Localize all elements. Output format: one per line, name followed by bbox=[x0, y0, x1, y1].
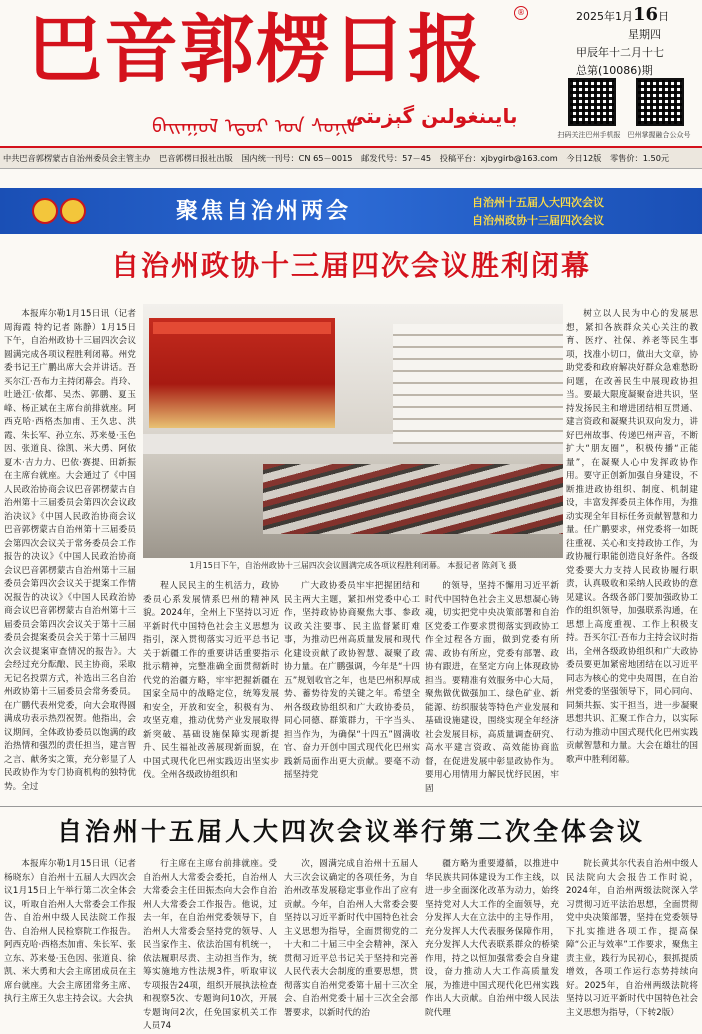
registered-mark: ® bbox=[514, 6, 528, 20]
banner-title: 聚焦自治州两会 bbox=[176, 198, 352, 224]
date-block bbox=[576, 6, 700, 80]
lunar-date: 甲辰年十二月十七 bbox=[576, 46, 664, 59]
article2-col1 bbox=[4, 858, 136, 1022]
photo-seats bbox=[263, 464, 563, 534]
banner-sub-npc: 自治州十五届人大四次会议 bbox=[472, 196, 604, 209]
article1-col4 bbox=[425, 580, 559, 804]
article1-col3-text: 广大政协委员牢牢把握团结和民主两大主题，紧扣州党委中心工作，坚持政协协商聚焦大事、参政议政关注要事、民主监督紧盯难事，为推动巴州高质量发展和现代化建设贡献了政协智慧、凝聚了政协力量。在广鹏强调，今年是“十四五”规划收官之年，也是巴州积厚成势、蓄势待发的关键之年。希望全州各级政协组织和广大政协委员，同心同德、群策群力，干字当头、担当作为，为确保“十四五”圆满收官、奋力开创中国式现代化巴州实践新局面作出更大贡献。要毫不动摇坚持党 bbox=[284, 581, 420, 780]
article2-col5-text: 院长黄其尔代表自治州中级人民法院向大会报告工作时说，2024年，自治州两级法院深入学习贯彻习近平法治思想，全面贯彻党中央决策部署，坚持在党委领导下扎实推进各项工作，提高保障“公正与效率”工作要求，聚焦主责主业，践行为民初心，狠抓提质增效，各项工作运行态势持续向好。2025年，自治州两级法院将坚持以习近平新时代中国特色社会主义思想为指导，（下转2版） bbox=[566, 859, 698, 1018]
article1-col4-text: 的领导，坚持不懈用习近平新时代中国特色社会主义思想凝心铸魂，切实把党中央决策部署和自治区党委工作要求贯彻落实到政协工作全过程各方面，做到党委有所需、政协有所应，党委有部署、政协有跟进，在坚定方向上体现政协担当。要精准有效服务中心大局，聚焦做优做强加工、绿色矿业、新能源、纺织服装等特色产业发展和基础设施建设，围绕实现全年经济社会发展目标，高质量调查研究、高水平建言资政、高效能协商监督，在促进发展中彰显政协作为。要用心用情用力解民忧纾民困，牢固 bbox=[425, 581, 559, 794]
date-day-suffix: 日 bbox=[658, 10, 670, 23]
article1-col1 bbox=[4, 308, 136, 804]
article1-col2 bbox=[143, 580, 279, 804]
article2-col1-text: 本报库尔勒1月15日讯（记者 杨晓东）自治州十五届人大四次会议1月15日上午举行第二次全体会议，听取自治州人大常委会工作报告、自治州中级人民法院工作报告、自治州人民检察院工作报告。阿西克哈·西格杰加甫、朱长军、张立东、苏来曼·玉色因、张道良、徐凯、米大勇和大会主席团成员在主席台就座。大会主席团常务主席、执行主席王久忠主持会议。大会执 bbox=[4, 859, 136, 1004]
article2-col5 bbox=[566, 858, 698, 1022]
publisher: 巴音郭楞日报社出版 bbox=[159, 153, 233, 163]
qr-code-wechat-icon[interactable] bbox=[636, 78, 684, 126]
post-code: 邮发代号：57－45 bbox=[361, 153, 432, 163]
national-emblem-icon bbox=[32, 198, 58, 224]
email[interactable]: 投稿平台：xjbygirb@163.com bbox=[439, 153, 558, 163]
uyghur-title: بايىنغولىن گېزىتى bbox=[346, 104, 518, 128]
date-day: 16 bbox=[633, 4, 659, 25]
date-year-month: 2025年1月 bbox=[576, 10, 633, 23]
divider bbox=[0, 806, 702, 807]
article2-col2 bbox=[143, 858, 277, 1031]
article1-col2-text: 程人民民主的生机活力，政协委员心系发展情系巴州的精神风貌。2024年，全州上下坚持以习近平新时代中国特色社会主义思想为指引，深入贯彻落实习近平总书记关于新疆工作的重要讲话重要指示批示精神，完整准确全面贯彻新时代党的治疆方略，牢牢把握新疆在国家全局中的战略定位，统筹发展和安全，开放和安全，积极有为、攻坚克难，推动优势产业发展取得新突破、基础设施保障实现新提升、民生福祉改善展现新面貌，在中国式现代化巴州实践迈出坚实步伐。全州各级政协组织和 bbox=[143, 581, 279, 780]
price: 零售价：1.50元 bbox=[609, 153, 670, 163]
article2-col2-text: 行主席在主席台前排就座。受自治州人大常委会委托，自治州人大常委会主任田振杰向大会作自治州人大常委会工作报告。他说，过去一年，在自治州党委领导下，自治州人大常委会坚持党的领导、人民当家作主、依法治国有机统一，依法履职尽责、主动担当作为，统筹实施地方性法规3件，听取审议专项报告24项，组织开展执法检查和视察5次、专题询问10次，开展专题询问2次，任免国家机关工作人员74 bbox=[143, 859, 277, 1031]
masthead bbox=[0, 0, 702, 148]
article1-col3 bbox=[284, 580, 420, 804]
photo-stage bbox=[149, 318, 335, 428]
issue-number: 总第(10086)期 bbox=[576, 64, 653, 77]
qr2-caption: 巴州掌握融合公众号 bbox=[627, 131, 691, 139]
banner-sub-cppcc: 自治州政协十三届四次会议 bbox=[472, 214, 604, 227]
article1-headline: 自治州政协十三届四次会议胜利闭幕 bbox=[110, 249, 591, 282]
article1-col1-text: 本报库尔勒1月15日讯（记者 周海霞 特约记者 陈静）1月15日下午，自治州政协十三届四次会议圆满完成各项议程胜利闭幕。州党委书记王广鹏出席大会并讲话。吾买尔江·吾布力主持闭幕会。肖玲、吐逊江·依都、吴杰、郭鹏、夏玉峰、杨正斌在主席台前排就座。阿西克哈·西格杰加甫、王久忠、洪霞、朱长军、孙立东、苏来曼·玉色因、张道良、徐凯、米大勇、阿依夏木·吉力力、巴依·赛提、田新振在主席台就座。大会通过了《中国人民政治协商会议巴音郭楞蒙古自治州第十三届委员会第四次会议政治决议》《中国人民政治协商会议巴音郭楞蒙古自治州第十三届委员会第四次会议关于常务委员会工作报告的决议》《中国人民政治协商会议巴音郭楞蒙古自治州第十三届委员会第四次会议关于提案工作情况报告的决议》《中国人民政治协商会议巴音郭楞蒙古自治州第十三届委员会第四次会议关于第十三届委员会提案委员会关于第十三届四次会议提案审查情况的报告》。大会经过充分酝酿、民主协商，采取无记名投票方式，补选出三名自治州政协第十三届委员会常务委员。在广鹏代表州党委，向大会取得圆满成功表示热烈祝贺。他指出，会议期间，全体政协委员以饱满的政治热情和强烈的责任担当，建言智之言、献务实之策，充分彰显了人民政协作为专门协商机构的独特优势。全过 bbox=[4, 309, 136, 792]
article2-col3 bbox=[284, 858, 418, 1022]
emblems bbox=[32, 194, 72, 226]
article1-photo bbox=[143, 304, 563, 558]
article1-col5 bbox=[566, 308, 698, 804]
cn-number: 国内统一刊号：CN 65－0015 bbox=[241, 153, 353, 163]
photo-balcony bbox=[393, 324, 563, 444]
article2-col3-text: 次，圆满完成自治州十五届人大三次会议确定的各项任务，为自治州改革发展稳定事业作出了应有贡献。今年，自治州人大常委会要坚持以习近平新时代中国特色社会主义思想为指导，全面贯彻党的二十大和二十届三中全会精神，深入贯彻习近平总书记关于坚持和完善人民代表大会制度的重要思想，贯彻落实自治州党委第十届十三次全会、自治州党委十届十三次全会部署要求，以新时代的治 bbox=[284, 859, 418, 1018]
photo-caption: 1月15日下午，自治州政协十三届四次会议圆满完成各项议程胜利闭幕。 本报记者 陈剑飞 摄 bbox=[189, 561, 517, 570]
newspaper-title: 巴音郭楞日报 bbox=[28, 7, 484, 93]
article2-col4 bbox=[425, 858, 559, 1022]
page-count: 今日12版 bbox=[566, 153, 602, 163]
info-bar bbox=[0, 146, 702, 169]
weekday: 星期四 bbox=[628, 28, 661, 41]
mongolian-title: ᠪᠠᠢᠨᠭᠣᠯ ᠡᠳᠦᠷ ᠤᠨ ᠰᠣᠨᠢᠨ bbox=[152, 114, 358, 138]
cppcc-emblem-icon bbox=[60, 198, 86, 224]
sponsor: 中共巴音郭楞蒙古自治州委员会主管主办 bbox=[3, 153, 151, 163]
qr-code-mobile-icon[interactable] bbox=[568, 78, 616, 126]
article2-headline: 自治州十五届人大四次会议举行第二次全体会议 bbox=[56, 817, 645, 846]
section-banner bbox=[0, 188, 702, 234]
qr1-caption: 扫码关注巴州手机报 bbox=[557, 131, 621, 139]
article1-col5-text: 树立以人民为中心的发展思想，紧扣各族群众关心关注的教育、医疗、社保、养老等民生事项，找准小切口，做出大文章，协助党委和政府解决好群众急难愁盼问题，在改善民生中展现政协担当。要最大限度凝聚奋进共识，坚持发扬民主和增进团结相互贯通、建言资政和凝聚共识双向发力，讲好巴州故事、传递巴州声音，不断扩大“朋友圈”，积极传播“正能量”，在凝聚人心中发挥政协作用。要守正创新加强自身建设，不断推进政协组织、制度、机制建设，丰富发挥委员主体作用，为推动实现全年目标任务贡献智慧和力量。任广鹏要求，州党委将一如既往重视、关心和支持政协工作，为政协履行职能创造良好条件。各级党委要大力支持人民政协履行职责，认真吸收和采纳人民政协的意见建议。各级各部门要加强政协工作的组织领导，加强联系沟通，在思想上高度重视、工作上积极支持。吾买尔江·吾布力主持会议时指出，全州各级政协组织和广大政协委员要更加紧密地团结在以习近平同志为核心的党中央周围，在自治州党委的坚强领导下，同心同向、同频共振、实干担当，进一步凝聚思想共识、汇聚工作合力，以实际行动为推动中国式现代化巴州实践贡献智慧和力量。大会在雄壮的国歌声中胜利闭幕。 bbox=[566, 309, 698, 765]
article2-col4-text: 疆方略为重要遵循，以推进中华民族共同体建设为工作主线，以进一步全面深化改革为动力，始终坚持党对人大工作的全面领导，充分发挥人大在立法中的主导作用，充分发挥人大代表服务保障作用，充分发挥人大代表联系群众的桥梁作用，持之以恒加强常委会自身建设，奋力推动人大工作高质量发展，为推进中国式现代化巴州实践作出人大贡献。自治州中级人民法院代理 bbox=[425, 859, 559, 1018]
photo-stage-banner bbox=[153, 322, 331, 334]
